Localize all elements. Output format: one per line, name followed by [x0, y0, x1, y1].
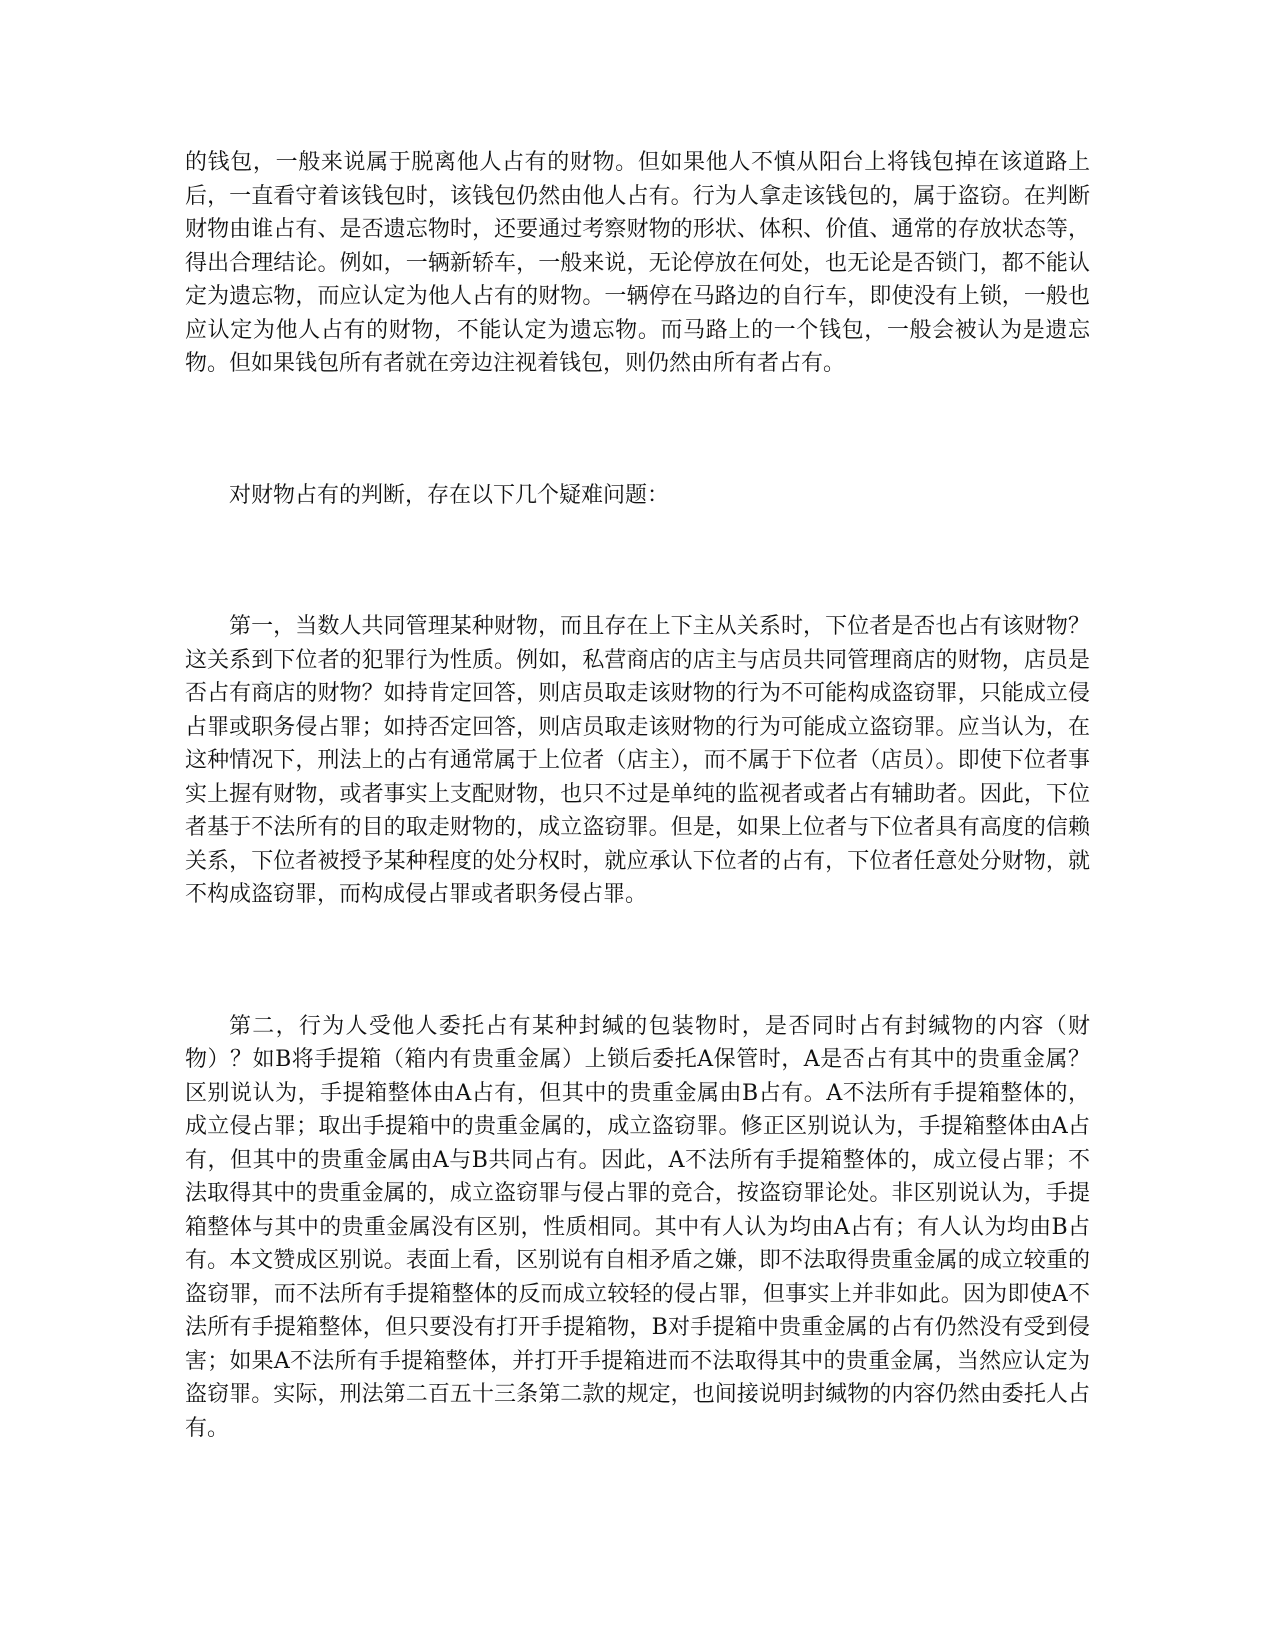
paragraph-continuation: 的钱包，一般来说属于脱离他人占有的财物。但如果他人不慎从阳台上将钱包掉在该道路上后，一直看守着该钱包时，该钱包仍然由他人占有。行为人拿走该钱包的，属于盗窃。在判断财物由谁占有、是否遗忘物时，还要通过考察财物的形状、体积、价值、通常的存放状态等，得出合理结论。例如，一辆新轿车，一般来说，无论停放在何处，也无论是否锁门，都不能认定为遗忘物，而应认定为他人占有的财物。一辆停在马路边的自行车，即使没有上锁，一般也应认定为他人占有的财物，不能认定为遗忘物。而马路上的一个钱包，一般会被认为是遗忘物。但如果钱包所有者就在旁边注视着钱包，则仍然由所有者占有。: [185, 150, 1090, 376]
paragraph-issue-two: 第二，行为人受他人委托占有某种封缄的包装物时，是否同时占有封缄物的内容（财物）？如B将手提箱（箱内有贵重金属）上锁后委托A保管时，A是否占有其中的贵重金属？区别说认为，手提箱整体由A占有，但其中的贵重金属由B占有。A不法所有手提箱整体的，成立侵占罪；取出手提箱中的贵重金属的，成立盗窃罪。修正区别说认为，手提箱整体由A占有，但其中的贵重金属由A与B共同占有。因此，A不法所有手提箱整体的，成立侵占罪；不法取得其中的贵重金属的，成立盗窃罪与侵占罪的竞合，按盗窃罪论处。非区别说认为，手提箱整体与其中的贵重金属没有区别，性质相同。其中有人认为均由A占有；有人认为均由B占有。本文赞成区别说。表面上看，区别说有自相矛盾之嫌，即不法取得贵重金属的成立较重的盗窃罪，而不法所有手提箱整体的反而成立较轻的侵占罪，但事实上并非如此。因为即使A不法所有手提箱整体，但只要没有打开手提箱物，B对手提箱中贵重金属的占有仍然没有受到侵害；如果A不法所有手提箱整体，并打开手提箱进而不法取得其中的贵重金属，当然应认定为盗窃罪。实际，刑法第二百五十三条第二款的规定，也间接说明封缄物的内容仍然由委托人占有。: [185, 1013, 1090, 1441]
paragraph-issue-one: 第一，当数人共同管理某种财物，而且存在上下主从关系时，下位者是否也占有该财物？这关系到下位者的犯罪行为性质。例如，私营商店的店主与店员共同管理商店的财物，店员是否占有商店的财物？如持肯定回答，则店员取走该财物的行为不可能构成盗窃罪，只能成立侵占罪或职务侵占罪；如持否定回答，则店员取走该财物的行为可能成立盗窃罪。应当认为，在这种情况下，刑法上的占有通常属于上位者（店主），而不属于下位者（店员）。即使下位者事实上握有财物，或者事实上支配财物，也只不过是单纯的监视者或者占有辅助者。因此，下位者基于不法所有的目的取走财物的，成立盗窃罪。但是，如果上位者与下位者具有高度的信赖关系，下位者被授予某种程度的处分权时，就应承认下位者的占有，下位者任意处分财物，就不构成盗窃罪，而构成侵占罪或者职务侵占罪。: [185, 614, 1090, 907]
document-page: [185, 146, 1090, 1445]
paragraph-intro-difficult-issues: 对财物占有的判断，存在以下几个疑难问题：: [229, 482, 670, 508]
